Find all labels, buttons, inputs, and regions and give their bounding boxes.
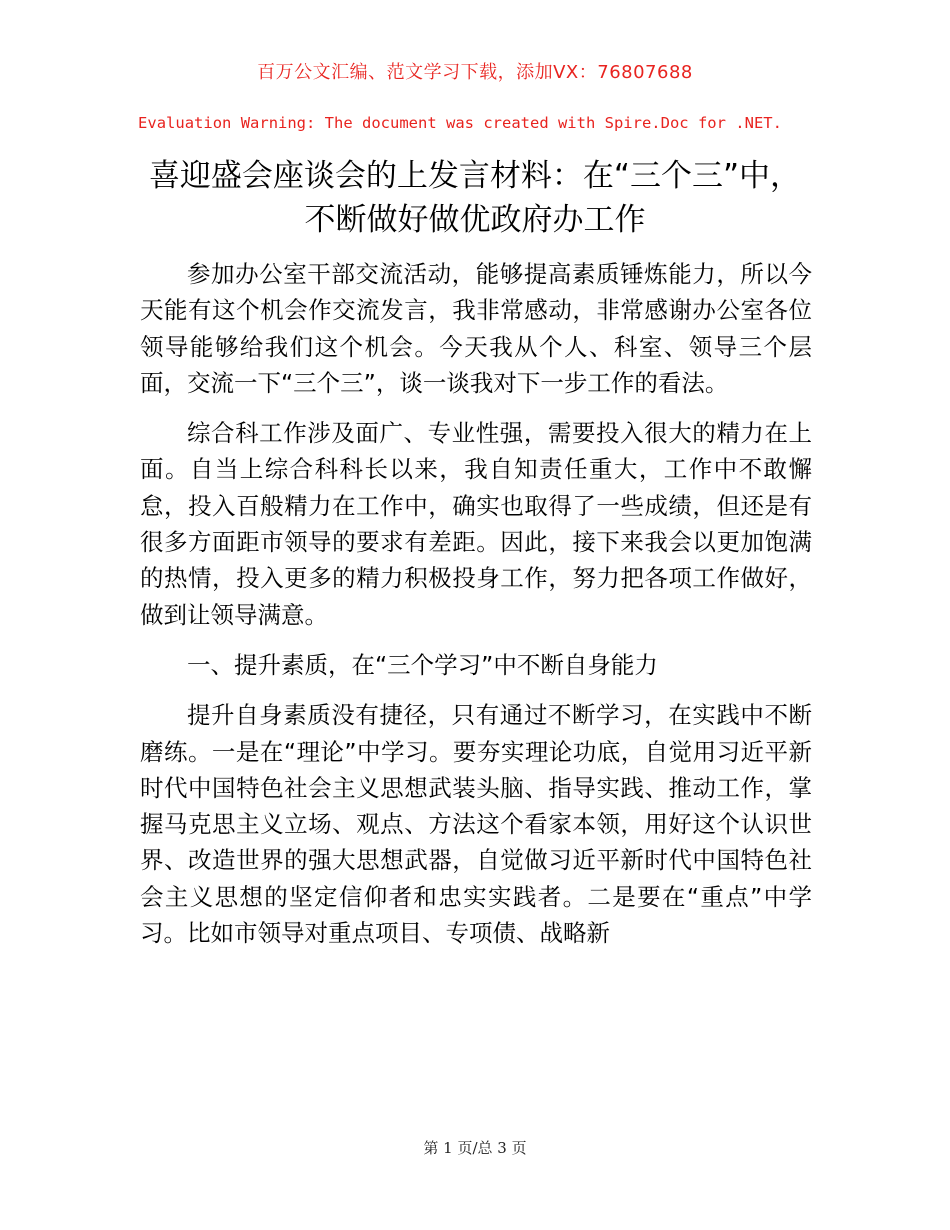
document-title: 喜迎盛会座谈会的上发言材料：在“三个三”中，不断做好做优政府办工作: [148, 158, 802, 238]
header-ad-banner: 百万公文汇编、范文学习下载，添加VX：76807688: [257, 62, 693, 83]
document-body: [140, 256, 812, 965]
paragraph-section-overview: 综合科工作涉及面广、专业性强，需要投入很大的精力在上面。自当上综合科科长以来，我自知责任重大，工作中不敢懈怠，投入百般精力在工作中，确实也取得了一些成绩，但还是有很多方面距市领导的要求有差距。因此，接下来我会以更加饱满的热情，投入更多的精力积极投身工作，努力把各项工作做好，做到让领导满意。: [140, 419, 812, 629]
paragraph-intro: 参加办公室干部交流活动，能够提高素质锤炼能力，所以今天能有这个机会作交流发言，我非常感动，非常感谢办公室各位领导能够给我们这个机会。今天我从个人、科室、领导三个层面，交流一下“三个三”，谈一谈我对下一步工作的看法。: [140, 260, 812, 397]
evaluation-warning: Evaluation Warning: The document was created with Spire.Doc for .NET.: [138, 114, 782, 132]
paragraph-section-1: 提升自身素质没有捷径，只有通过不断学习，在实践中不断磨练。一是在“理论”中学习。要夯实理论功底，自觉用习近平新时代中国特色社会主义思想武装头脑、指导实践、推动工作，掌握马克思主义立场、观点、方法这个看家本领，用好这个认识世界、改造世界的强大思想武器，自觉做习近平新时代中国特色社会主义思想的坚定信仰者和忠实实践者。二是要在“重点”中学习。比如市领导对重点项目、专项债、战略新: [140, 701, 812, 948]
page-footer: 第 1 页/总 3 页: [423, 1139, 527, 1157]
section-heading-1: 一、提升素质，在“三个学习”中不断自身能力: [187, 650, 658, 679]
